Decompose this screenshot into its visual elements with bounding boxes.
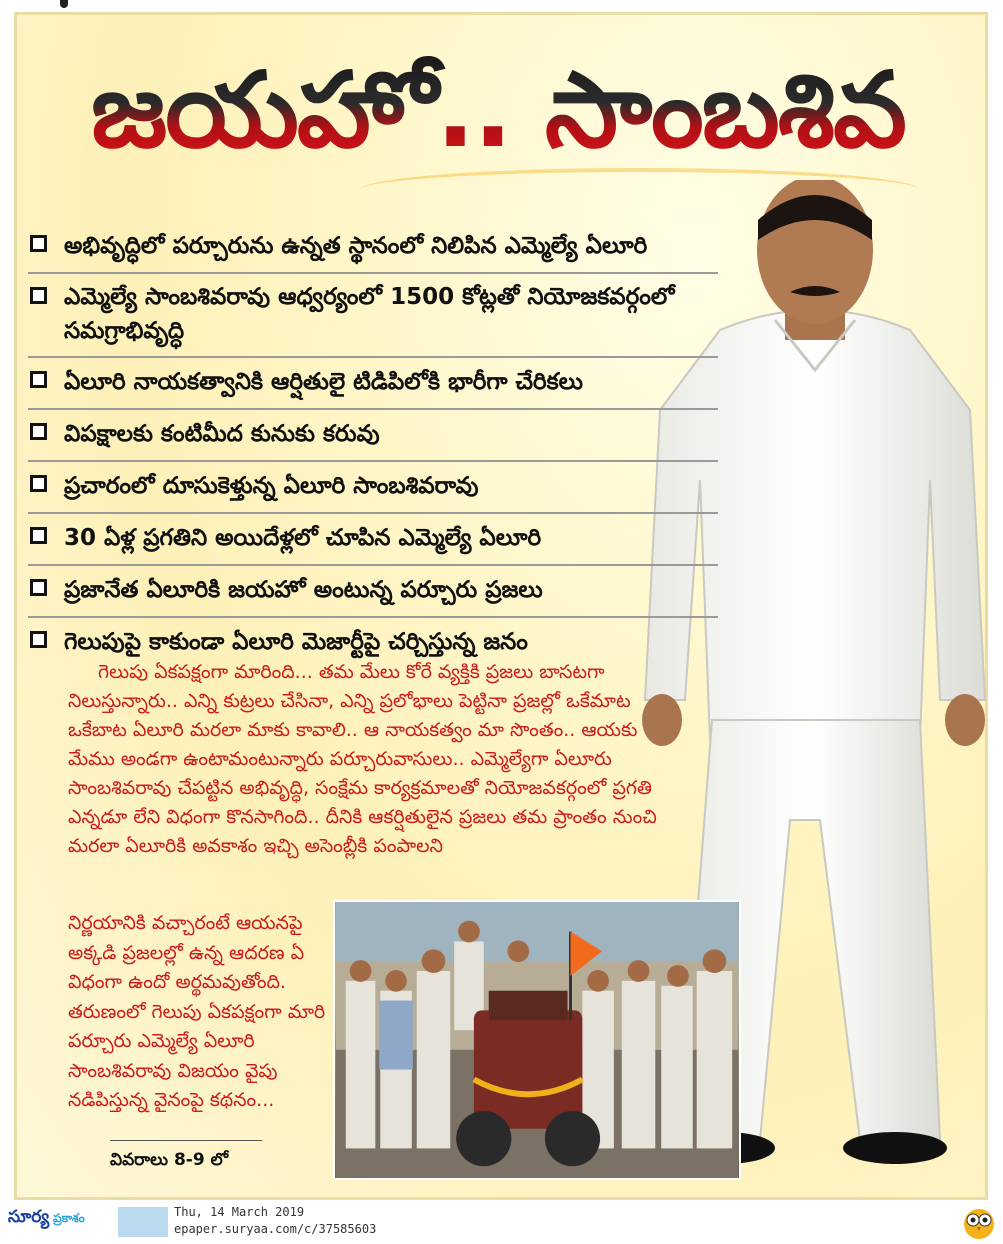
checkbox-icon [30,235,47,252]
highlight-item: ఏలూరి నాయకత్వానికి ఆర్షితులై టిడిపిలోకి భారీగా చేరికలు [28,358,718,410]
highlight-item: గెలుపుపై కాకుండా ఏలూరి మెజార్టీపై చర్చిస్తున్న జనం [28,618,718,668]
highlight-item: 30 ఏళ్ల ప్రగతిని అయిదేళ్లలో చూపిన ఎమ్మెల్యే ఏలూరి [28,514,718,566]
highlight-item: ప్రచారంలో దూసుకెళ్తున్న ఏలూరి సాంబశివరావు [28,462,718,514]
edition-name: ప్రకాశం [53,1211,85,1225]
owl-icon [962,1204,996,1240]
headline: జయహో.. సాంబశివ [28,40,968,180]
highlight-item: ఎమ్మెల్యే సాంబశివరావు ఆధ్వర్యంలో 1500 కోట్లతో నియోజకవర్గంలో సమగ్రాభివృద్ధి [28,274,718,358]
page-corner-mark [60,0,68,8]
footer-strip [118,1207,168,1237]
issue-date: Thu, 14 March 2019 [174,1205,305,1219]
details-rule [110,1140,262,1141]
publisher-name: సూర్య [8,1207,50,1227]
details-reference: వివరాలు 8-9 లో [110,1150,229,1170]
checkbox-icon [30,423,47,440]
article-body: గెలుపు ఏకపక్షంగా మారింది... తమ మేలు కోరే వ్యక్తికి ప్రజలు బాసటగా నిలుస్తున్నారు.. ఎన్ని కుట్రలు చేసినా, ఎన్ని ప్రలోభాలు పెట్టినా ప్రజల్లో ఒకేమాట ఒకేబాట ఏలూరి మరలా మాకు కావాలి.. ఆ నాయకత్వం మా సొంతం.. ఆయకు మేము అండగా ఉంటామంటున్నారు పర్చూరువాసులు.. ఎమ్మెల్యేగా ఏలూరు సాంబశివరావు చేపట్టిన అభివృద్ధి, సంక్షేమ కార్యక్రమాలతో నియోజవకర్గంలో ప్రగతి ఎన్నడూ లేని విధంగా కొనసాగింది.. దీనికి ఆకర్షితులైన ప్రజలు తమ ప్రాంతం నుంచి మరలా ఏలూరికి అవకాశం ఇచ్చి అసెంబ్లీకి పంపాలని [68,661,657,857]
highlight-item: అభివృద్ధిలో పర్చూరును ఉన్నత స్థానంలో నిలిపిన ఎమ్మెల్యే ఏలూరి [28,222,718,274]
checkbox-icon [30,579,47,596]
epaper-link[interactable]: epaper.suryaa.com/c/37585603 [174,1222,377,1236]
checkbox-icon [30,475,47,492]
highlight-item: విపక్షాలకు కంటిమీద కునుకు కరువు [28,410,718,462]
checkbox-icon [30,527,47,544]
highlight-item: ప్రజానేత ఏలూరికి జయహో అంటున్న పర్చూరు ప్రజలు [28,566,718,618]
checkbox-icon [30,287,47,304]
crowd-photo [333,900,741,1180]
checkbox-icon [30,371,47,388]
article-body-continued: నిర్ణయానికి వచ్చారంటే ఆయనపై అక్కడి ప్రజలల్లో ఉన్న ఆదరణ ఏ విధంగా ఉందో అర్థమవుతోంది. తరుణంలో గెలుపు ఏకపక్షంగా మారి పర్చూరు ఎమ్మెల్యే ఏలూరి సాంబశివరావు విజయం వైపు నడిపిస్తున్న వైనంపై కథనం... [68,912,326,1111]
publisher-logo [8,1207,85,1231]
checkbox-icon [30,631,47,648]
highlights-list [28,222,718,668]
